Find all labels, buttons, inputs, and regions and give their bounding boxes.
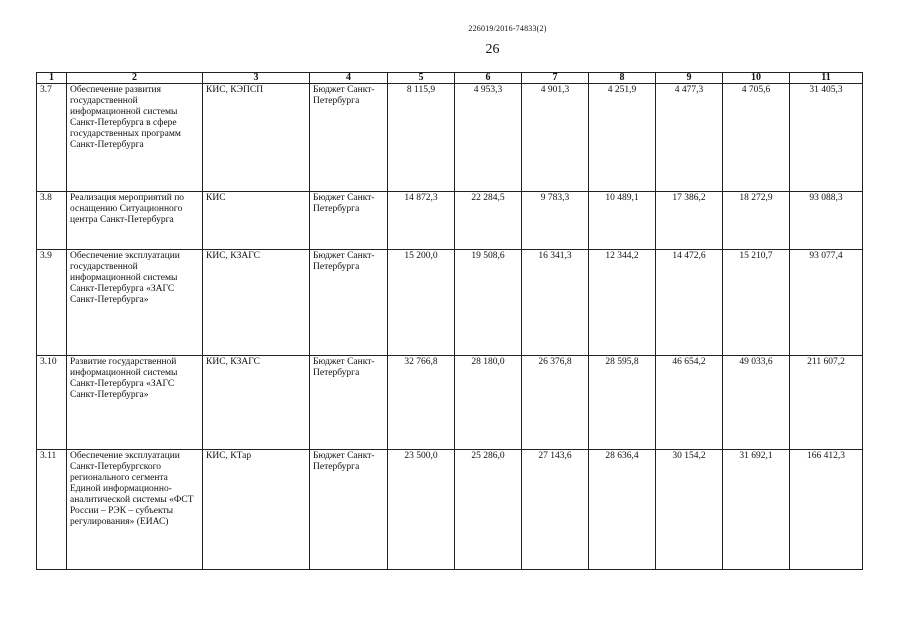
activity-name: Развитие государственной информационной системы Санкт-Петербурга «ЗАГС Санкт-Петербурга» [67, 356, 203, 450]
value-cell: 17 386,2 [656, 192, 723, 250]
row-number: 3.7 [37, 84, 67, 192]
row-number: 3.10 [37, 356, 67, 450]
column-header: 7 [522, 73, 589, 84]
value-cell: 28 595,8 [589, 356, 656, 450]
value-cell: 14 472,6 [656, 250, 723, 356]
activity-name: Обеспечение развития государственной информационной системы Санкт-Петербурга в сфере государственных программ Санкт-Петербурга [67, 84, 203, 192]
column-header: 2 [67, 73, 203, 84]
executors: КИС, КЭПСП [203, 84, 310, 192]
value-cell: 30 154,2 [656, 450, 723, 570]
executors: КИС, КЗАГС [203, 250, 310, 356]
program-table [36, 72, 863, 570]
value-cell: 15 210,7 [723, 250, 790, 356]
table-row [37, 84, 863, 192]
total-cell: 93 088,3 [790, 192, 863, 250]
value-cell: 14 872,3 [388, 192, 455, 250]
row-number: 3.9 [37, 250, 67, 356]
activity-name: Обеспечение эксплуатации Санкт-Петербургского регионального сегмента Единой информационно-аналитической системы «ФСТ России – РЭК – субъекты регулирования» (ЕИАС) [67, 450, 203, 570]
column-header: 10 [723, 73, 790, 84]
value-cell: 32 766,8 [388, 356, 455, 450]
funding-source: Бюджет Санкт-Петербурга [310, 84, 388, 192]
value-cell: 18 272,9 [723, 192, 790, 250]
value-cell: 23 500,0 [388, 450, 455, 570]
row-number: 3.8 [37, 192, 67, 250]
column-header: 8 [589, 73, 656, 84]
value-cell: 4 901,3 [522, 84, 589, 192]
table-row [37, 356, 863, 450]
column-header: 5 [388, 73, 455, 84]
column-header: 11 [790, 73, 863, 84]
funding-source: Бюджет Санкт-Петербурга [310, 356, 388, 450]
value-cell: 19 508,6 [455, 250, 522, 356]
executors: КИС, КЗАГС [203, 356, 310, 450]
column-header: 3 [203, 73, 310, 84]
value-cell: 12 344,2 [589, 250, 656, 356]
page-number: 26 [485, 42, 500, 57]
executors: КИС [203, 192, 310, 250]
table-row [37, 192, 863, 250]
value-cell: 28 636,4 [589, 450, 656, 570]
value-cell: 27 143,6 [522, 450, 589, 570]
total-cell: 211 607,2 [790, 356, 863, 450]
value-cell: 15 200,0 [388, 250, 455, 356]
row-number: 3.11 [37, 450, 67, 570]
total-cell: 31 405,3 [790, 84, 863, 192]
value-cell: 26 376,8 [522, 356, 589, 450]
value-cell: 25 286,0 [455, 450, 522, 570]
executors: КИС, КТар [203, 450, 310, 570]
column-header: 6 [455, 73, 522, 84]
table-row [37, 450, 863, 570]
value-cell: 8 115,9 [388, 84, 455, 192]
value-cell: 49 033,6 [723, 356, 790, 450]
activity-name: Обеспечение эксплуатации государственной информационной системы Санкт-Петербурга «ЗАГС Санкт-Петербурга» [67, 250, 203, 356]
funding-source: Бюджет Санкт-Петербурга [310, 450, 388, 570]
value-cell: 28 180,0 [455, 356, 522, 450]
table-row [37, 250, 863, 356]
value-cell: 31 692,1 [723, 450, 790, 570]
value-cell: 22 284,5 [455, 192, 522, 250]
total-cell: 93 077,4 [790, 250, 863, 356]
funding-source: Бюджет Санкт-Петербурга [310, 250, 388, 356]
column-header: 1 [37, 73, 67, 84]
value-cell: 4 705,6 [723, 84, 790, 192]
value-cell: 10 489,1 [589, 192, 656, 250]
total-cell: 166 412,3 [790, 450, 863, 570]
activity-name: Реализация мероприятий по оснащению Ситуационного центра Санкт-Петербурга [67, 192, 203, 250]
document-id: 226019/2016-74833(2) [468, 24, 547, 33]
column-header: 4 [310, 73, 388, 84]
column-header: 9 [656, 73, 723, 84]
value-cell: 4 251,9 [589, 84, 656, 192]
header-row [37, 73, 863, 84]
funding-source: Бюджет Санкт-Петербурга [310, 192, 388, 250]
value-cell: 46 654,2 [656, 356, 723, 450]
value-cell: 16 341,3 [522, 250, 589, 356]
value-cell: 4 953,3 [455, 84, 522, 192]
value-cell: 4 477,3 [656, 84, 723, 192]
value-cell: 9 783,3 [522, 192, 589, 250]
